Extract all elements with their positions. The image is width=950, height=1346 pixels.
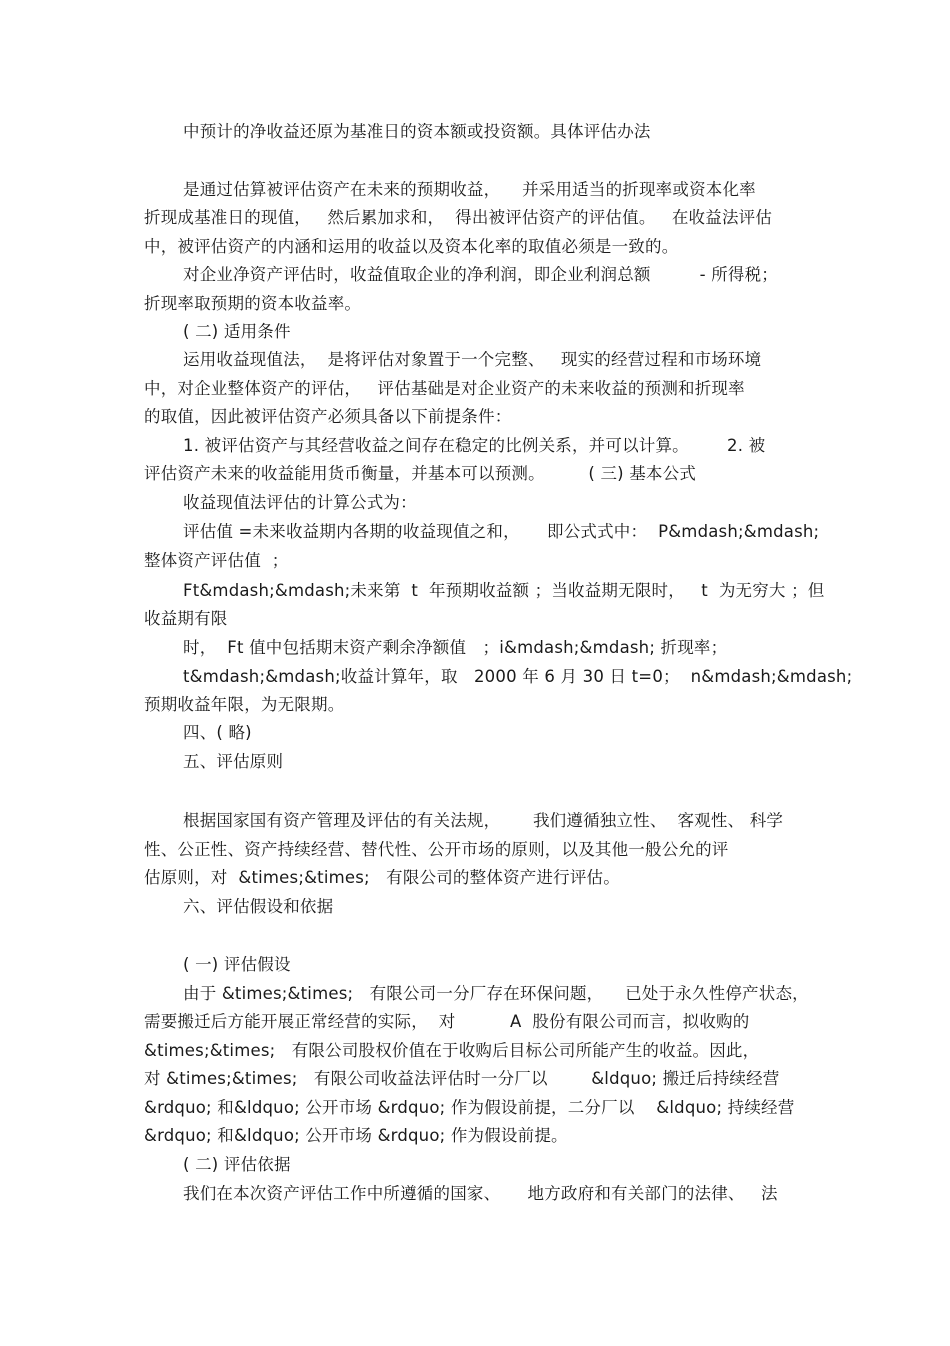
text-line: 1. 被评估资产与其经营收益之间存在稳定的比例关系，并可以计算。 2. 被 xyxy=(183,436,766,455)
text-line: 运用收益现值法， 是将评估对象置于一个完整、 现实的经营过程和市场环境 xyxy=(183,350,762,369)
section-heading: 五、评估原则 xyxy=(183,752,284,771)
section-heading: 四、( 略) xyxy=(183,723,252,742)
section-heading: ( 一) 评估假设 xyxy=(183,955,291,974)
text-line: 中，对企业整体资产的评估， 评估基础是对企业资产的未来收益的预测和折现率 xyxy=(144,379,745,398)
text-line: 是通过估算被评估资产在未来的预期收益， 并采用适当的折现率或资本化率 xyxy=(183,180,756,199)
text-line: &rdquo; 和&ldquo; 公开市场 &rdquo; 作为假设前提。 xyxy=(144,1126,568,1145)
text-line: 收益现值法评估的计算公式为： xyxy=(183,493,417,512)
text-line: &times;&times; 有限公司股权价值在于收购后目标公司所能产生的收益。因此， xyxy=(144,1041,760,1060)
text-line: 对企业净资产评估时，收益值取企业的净利润，即企业利润总额 - 所得税； xyxy=(183,265,779,284)
text-line: 需要搬迁后方能开展正常经营的实际， 对 A 股份有限公司而言，拟收购的 xyxy=(144,1012,750,1031)
text-line: 中预计的净收益还原为基准日的资本额或投资额。具体评估办法 xyxy=(183,122,651,141)
text-line: 根据国家国有资产管理及评估的有关法规， 我们遵循独立性、 客观性、 科学 xyxy=(183,811,784,830)
text-line: 的取值，因此被评估资产必须具备以下前提条件： xyxy=(144,407,512,426)
text-line: Ft&mdash;&mdash;未来第 t 年预期收益额 ；当收益期无限时， t 为无穷大 ；但 xyxy=(183,581,825,600)
text-line: 估原则，对 &times;&times; 有限公司的整体资产进行评估。 xyxy=(144,868,620,887)
section-heading: ( 二) 适用条件 xyxy=(183,322,291,341)
text-line: 性、公正性、资产持续经营、替代性、公开市场的原则，以及其他一般公允的评 xyxy=(144,840,729,859)
text-line: 中，被评估资产的内涵和运用的收益以及资本化率的取值必须是一致的。 xyxy=(144,237,679,256)
text-line: 时， Ft 值中包括期末资产剩余净额值 ；i&mdash;&mdash; 折现率； xyxy=(183,638,728,657)
text-line: 由于 &times;&times; 有限公司一分厂存在环保问题， 已处于永久性停产状态， xyxy=(183,984,809,1003)
text-line: 对 &times;&times; 有限公司收益法评估时一分厂以 &ldquo; 搬迁后持续经营 xyxy=(144,1069,780,1088)
text-line: 我们在本次资产评估工作中所遵循的国家、 地方政府和有关部门的法律、 法 xyxy=(183,1184,778,1203)
text-line: 评估资产未来的收益能用货币衡量，并基本可以预测。 ( 三) 基本公式 xyxy=(144,464,697,483)
text-line: t&mdash;&mdash;收益计算年，取 2000 年 6 月 30 日 t=0； n&mdash;&mdash; xyxy=(183,667,853,686)
text-line: 折现成基准日的现值， 然后累加求和， 得出被评估资产的评估值。 在收益法评估 xyxy=(144,208,773,227)
section-heading: ( 二) 评估依据 xyxy=(183,1155,291,1174)
text-line: 评估值 =未来收益期内各期的收益现值之和， 即公式式中： P&mdash;&mdash; xyxy=(183,522,820,541)
text-line: 收益期有限 xyxy=(144,609,228,628)
text-line: 整体资产评估值 ； xyxy=(144,551,289,570)
section-heading: 六、评估假设和依据 xyxy=(183,897,334,916)
text-line: 折现率取预期的资本收益率。 xyxy=(144,294,362,313)
text-line: &rdquo; 和&ldquo; 公开市场 &rdquo; 作为假设前提，二分厂以 &ldquo; 持续经营 xyxy=(144,1098,795,1117)
text-line: 预期收益年限，为无限期。 xyxy=(144,695,345,714)
